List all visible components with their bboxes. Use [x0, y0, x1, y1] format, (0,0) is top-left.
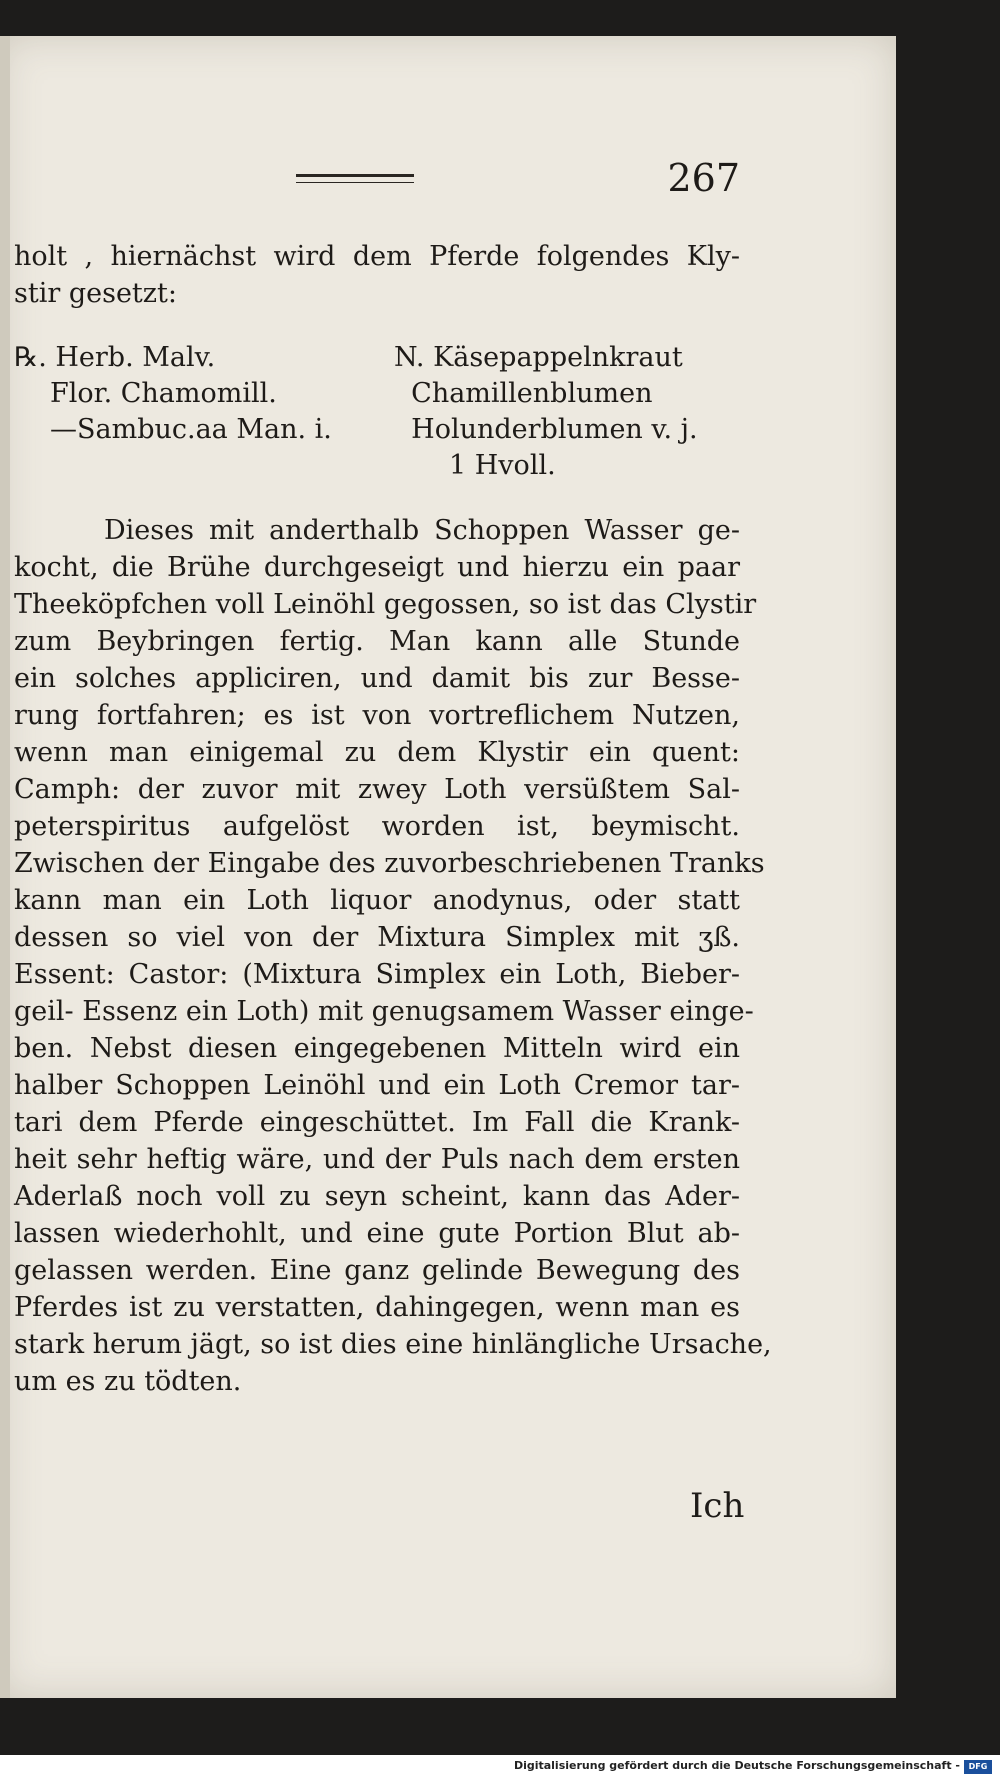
- digitization-footer: [0, 1755, 1000, 1779]
- text-line: wenn man einigemal zu dem Klystir ein quent:: [14, 737, 740, 768]
- recipe-german: N. Käsepappelnkraut: [394, 342, 683, 373]
- intro-paragraph: [14, 238, 740, 312]
- text-line: Aderlaß noch voll zu seyn scheint, kann das Ader-: [14, 1181, 740, 1212]
- text-line: tari dem Pferde eingeschüttet. Im Fall die Krank-: [14, 1107, 740, 1138]
- recipe-latin: Flor. Chamomill.: [50, 378, 277, 409]
- recipe-row: [14, 412, 740, 448]
- text-line: geil- Essenz ein Loth) mit genugsamem Wasser einge-: [14, 996, 754, 1027]
- text-line: halber Schoppen Leinöhl und ein Loth Cremor tar-: [14, 1070, 740, 1101]
- recipe-row: [14, 376, 740, 412]
- text-line: Theeköpfchen voll Leinöhl gegossen, so ist das Clystir: [14, 589, 757, 620]
- text-line: kann man ein Loth liquor anodynus, oder statt: [14, 885, 740, 916]
- text-line: heit sehr heftig wäre, und der Puls nach dem ersten: [14, 1144, 740, 1175]
- recipe-row: [14, 340, 740, 376]
- body-paragraph: [14, 512, 772, 1400]
- recipe-german: Holunderblumen v. j.: [411, 414, 698, 445]
- text-line: Pferdes ist zu verstatten, dahingegen, wenn man es: [14, 1292, 740, 1323]
- recipe-german: Chamillenblumen: [411, 378, 653, 409]
- text-line: stir gesetzt:: [14, 278, 177, 309]
- text-line: rung fortfahren; es ist von vortreflichem Nutzen,: [14, 700, 740, 731]
- page-number: 267: [667, 156, 740, 200]
- text-line: dessen so viel von der Mixtura Simplex mit ʒß.: [14, 922, 740, 953]
- text-line: kocht, die Brühe durchgeseigt und hierzu ein paar: [14, 552, 740, 583]
- recipe-row: [14, 448, 740, 484]
- catchword: Ich: [690, 1486, 745, 1526]
- recipe-block: [14, 340, 740, 484]
- text-line: um es zu tödten.: [14, 1366, 242, 1397]
- text-line: holt , hiernächst wird dem Pferde folgendes Kly-: [14, 241, 740, 272]
- text-line: Camph: der zuvor mit zwey Loth versüßtem Sal-: [14, 774, 740, 805]
- page-gutter: [0, 36, 10, 1698]
- header-rule: [296, 174, 414, 183]
- text-line: ben. Nebst diesen eingegebenen Mitteln wird ein: [14, 1033, 740, 1064]
- text-line: stark herum jägt, so ist dies eine hinlängliche Ursache,: [14, 1329, 772, 1360]
- text-line: ein solches appliciren, und damit bis zur Besse-: [14, 663, 740, 694]
- text-line: lassen wiederhohlt, und eine gute Portion Blut ab-: [14, 1218, 740, 1249]
- footer-credit: Digitalisierung gefördert durch die Deutsche Forschungsgemeinschaft -: [513, 1759, 960, 1772]
- text-line: gelassen werden. Eine ganz gelinde Bewegung des: [14, 1255, 740, 1286]
- recipe-latin: ℞. Herb. Malv.: [14, 342, 216, 373]
- text-line: Zwischen der Eingabe des zuvorbeschriebenen Tranks: [14, 848, 765, 879]
- text-line: Dieses mit anderthalb Schoppen Wasser ge-: [104, 515, 740, 546]
- text-line: peterspiritus aufgelöst worden ist, beymischt.: [14, 811, 740, 842]
- recipe-latin: —Sambuc.aa Man. i.: [50, 414, 332, 445]
- recipe-continuation: 1 Hvoll.: [449, 450, 556, 481]
- text-line: Essent: Castor: (Mixtura Simplex ein Loth, Bieber-: [14, 959, 740, 990]
- text-line: zum Beybringen fertig. Man kann alle Stunde: [14, 626, 740, 657]
- dfg-logo: DFG: [964, 1760, 992, 1774]
